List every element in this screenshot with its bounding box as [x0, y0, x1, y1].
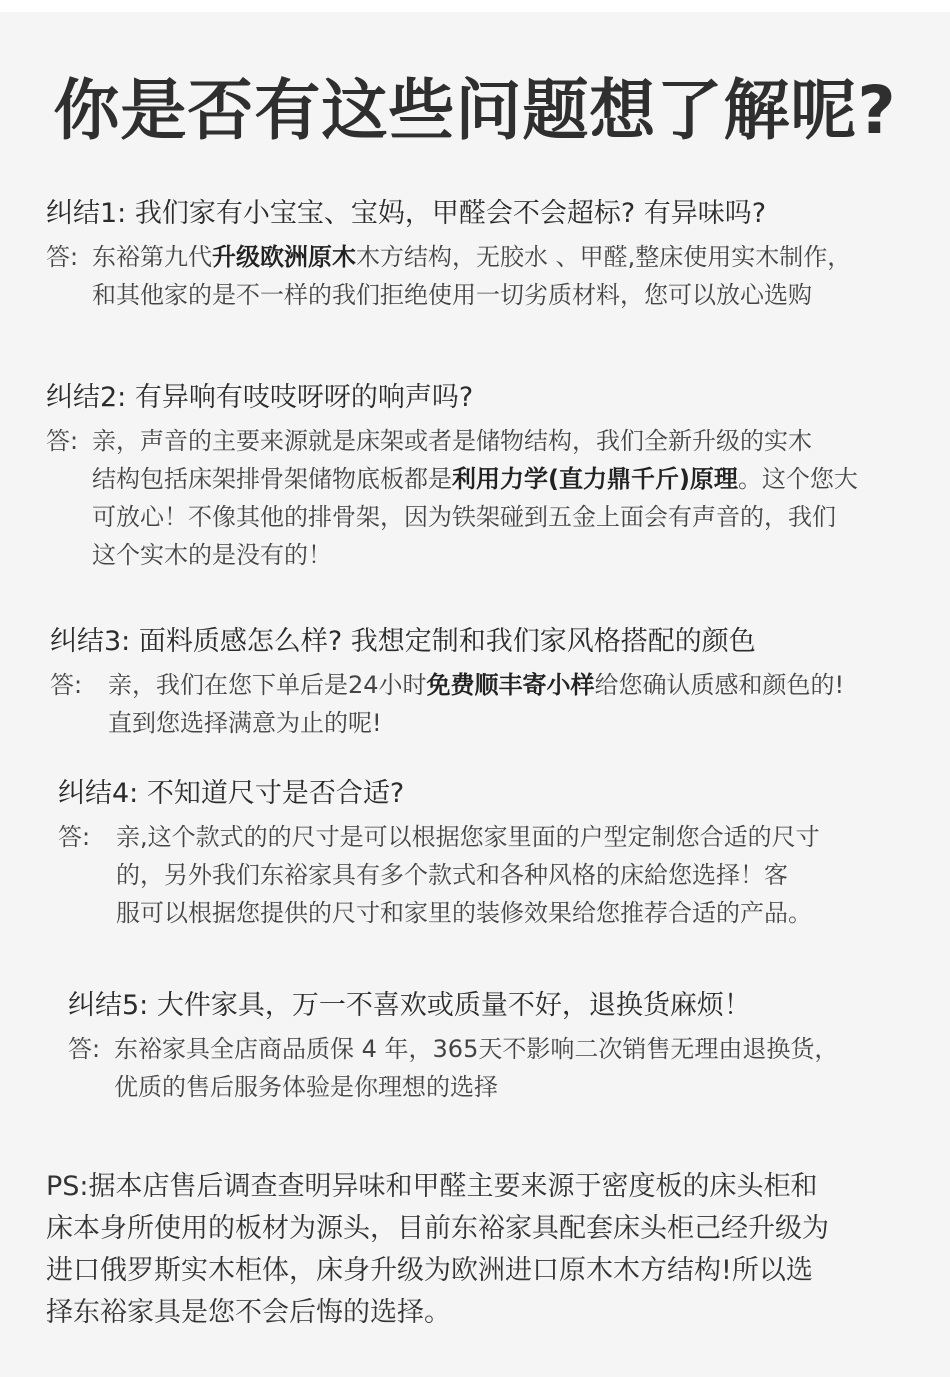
- faq-item-1: [46, 196, 851, 314]
- faq-answer-4-line-2: 的，另外我们东裕家具有多个款式和各种风格的床給您选择！客: [116, 861, 788, 889]
- faq-answer-4-line-1: 亲,这个款式的的尺寸是可以根据您家里面的户型定制您合适的尺寸: [116, 823, 820, 851]
- faq-answer-2-line-2: 结构包括床架排骨架储物底板都是利用力学(直力鼎千斤)原理。这个您大: [92, 465, 858, 493]
- faq-answer-label-2: 答:: [46, 427, 79, 455]
- faq-answer-1-line-2: 和其他家的是不一样的我们拒绝使用一切劣质材料，您可以放心选购: [92, 281, 812, 309]
- faq-answer-label-4: 答:: [58, 823, 91, 851]
- faq-answer-2: [92, 422, 858, 574]
- faq-item-2: [46, 380, 858, 574]
- faq-answer-1-line-1: 东裕第九代升级欧洲原木木方结构，无胶水 、甲醛,整床使用实木制作，: [92, 243, 852, 271]
- faq-answer-4-line-3: 服可以根据您提供的尺寸和家里的装修效果给您推荐合适的产品。: [116, 899, 812, 927]
- faq-answer-2-line-4: 这个实木的是没有的！: [92, 541, 332, 569]
- ps-line-4: 择东裕家具是您不会后悔的选择。: [46, 1297, 451, 1328]
- faq-question-4: 纠结4: 不知道尺寸是否合适?: [58, 778, 405, 809]
- ps-line-1: PS:据本店售后调查查明异味和甲醛主要来源于密度板的床头柜和: [46, 1171, 818, 1202]
- faq-answer-4: [116, 818, 820, 932]
- ps-line-3: 进口俄罗斯实木柜体，床身升级为欧洲进口原木木方结构!所以选: [46, 1255, 813, 1286]
- faq-question-1: 纠结1: 我们家有小宝宝、宝妈，甲醛会不会超标? 有异味吗?: [46, 198, 767, 229]
- faq-answer-5-line-2: 优质的售后服务体验是你理想的选择: [114, 1073, 498, 1101]
- faq-item-3: [50, 624, 844, 742]
- faq-answer-3: [108, 666, 844, 742]
- faq-answer-label-5: 答:: [68, 1035, 101, 1063]
- faq-answer-3-line-2: 直到您选择满意为止的呢!: [108, 709, 382, 737]
- page-title: 你是否有这些问题想了解呢?: [53, 72, 897, 149]
- faq-answer-label-1: 答:: [46, 243, 79, 271]
- faq-question-3: 纠结3: 面料质感怎么样? 我想定制和我们家风格搭配的颜色: [50, 626, 756, 657]
- faq-answer-2-line-3: 可放心！不像其他的排骨架，因为铁架碰到五金上面会有声音的，我们: [92, 503, 836, 531]
- faq-answer-5: [114, 1030, 838, 1106]
- top-strip: [0, 0, 950, 12]
- faq-answer-5-line-1: 东裕家具全店商品质保 4 年，365天不影响二次销售无理由退换货，: [114, 1035, 839, 1063]
- faq-answer-1: [92, 238, 851, 314]
- faq-item-4: [58, 776, 820, 932]
- faq-answer-3-line-1: 亲，我们在您下单后是24小时免费顺丰寄小样给您确认质感和颜色的!: [108, 671, 845, 699]
- faq-item-5: [68, 988, 838, 1106]
- faq-answer-2-line-1: 亲，声音的主要来源就是床架或者是储物结构，我们全新升级的实木: [92, 427, 812, 455]
- faq-question-2: 纠结2: 有异响有吱吱呀呀的响声吗?: [46, 382, 474, 413]
- ps-note: [46, 1166, 926, 1334]
- faq-answer-label-3: 答:: [50, 671, 83, 699]
- faq-question-5: 纠结5: 大件家具，万一不喜欢或质量不好，退换货麻烦！: [68, 990, 751, 1021]
- ps-line-2: 床本身所使用的板材为源头，目前东裕家具配套床头柜己经升级为: [46, 1213, 829, 1244]
